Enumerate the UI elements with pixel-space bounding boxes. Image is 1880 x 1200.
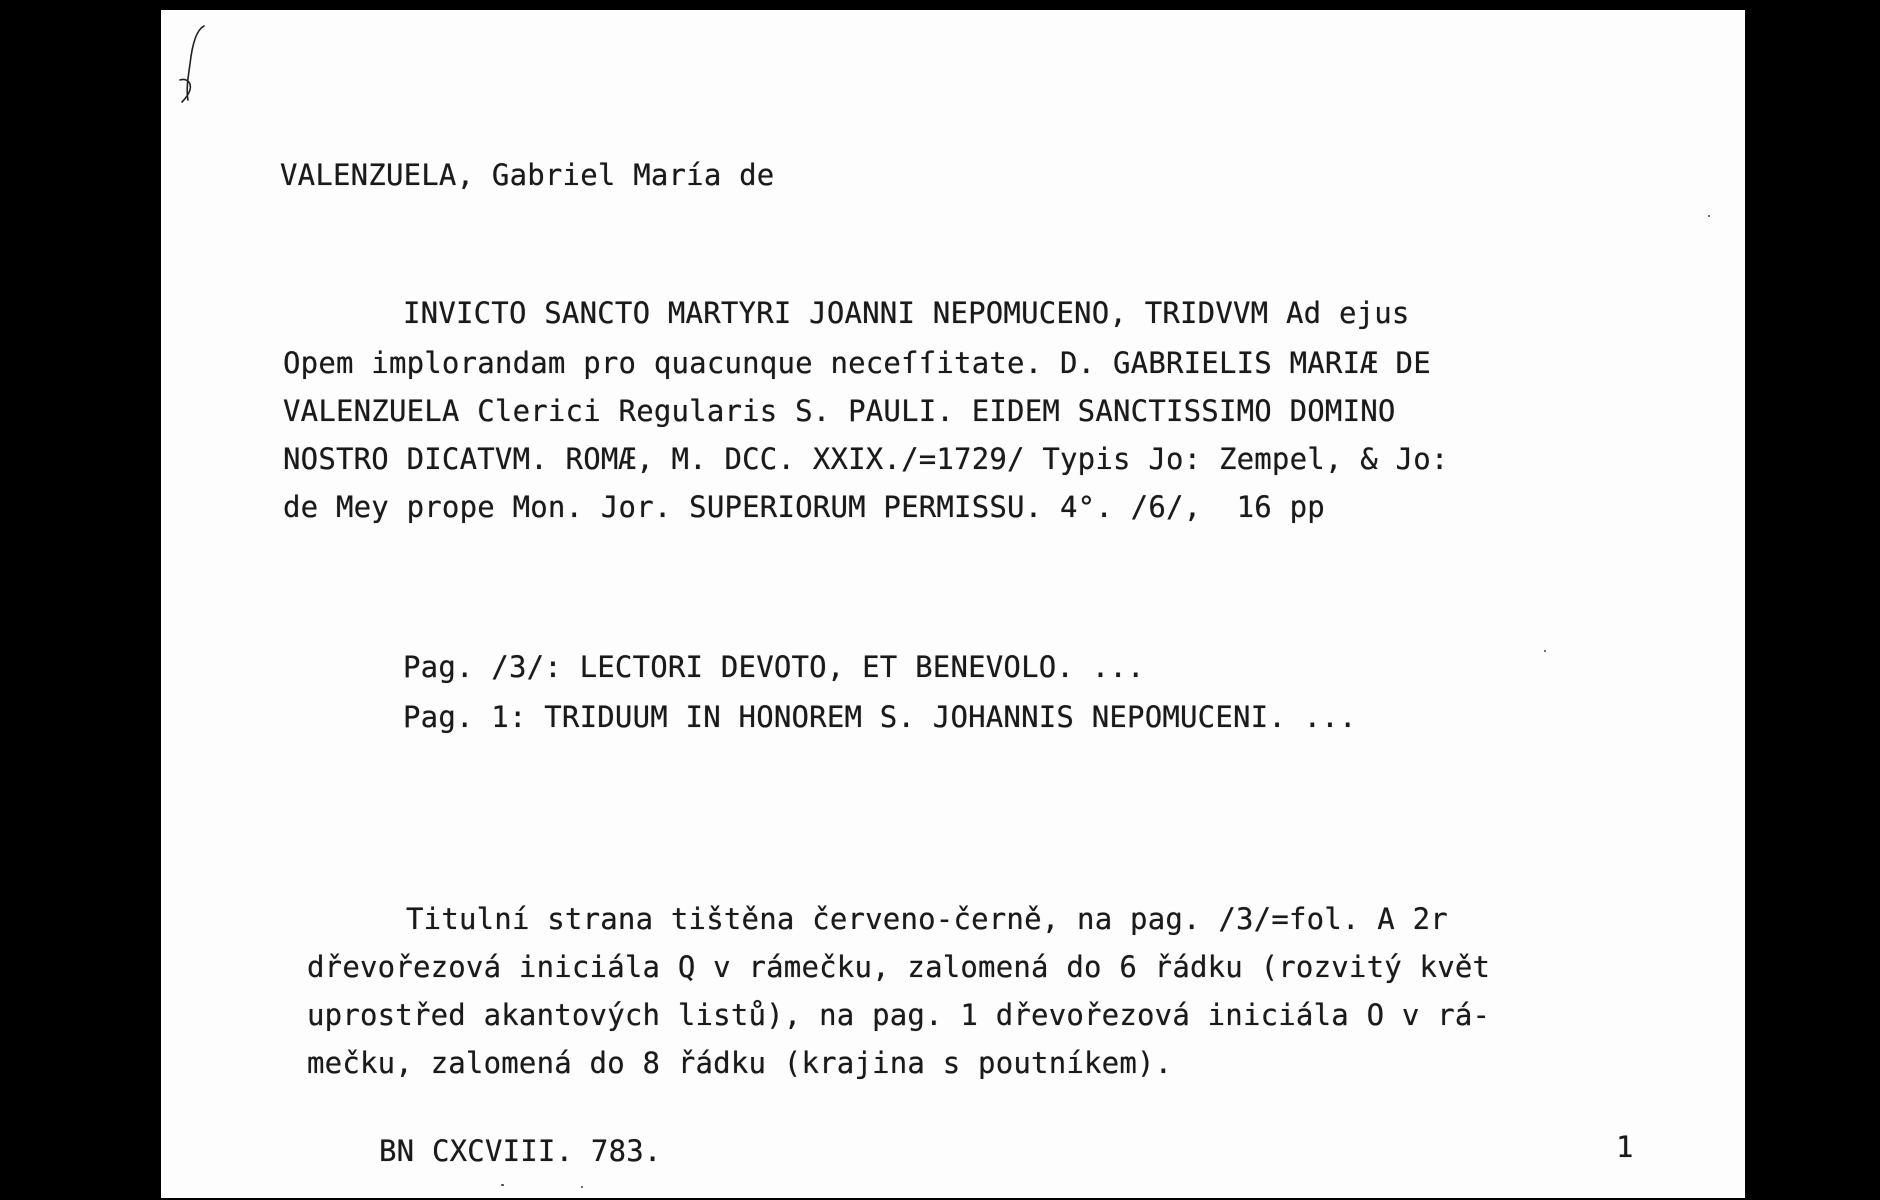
note-line-1: Titulní strana tištěna červeno-černě, na pag. /3/=fol. A 2r xyxy=(406,902,1448,936)
title-line-5: de Mey prope Mon. Jor. SUPERIORUM PERMISSU. 4°. /6/, 16 pp xyxy=(283,490,1325,524)
scan-speck xyxy=(581,1186,583,1188)
title-line-4: NOSTRO DICATVM. ROMÆ, M. DCC. XXIX./=1729/ Typis Jo: Zempel, & Jo: xyxy=(283,442,1449,476)
contents-line-1: Pag. /3/: LECTORI DEVOTO, ET BENEVOLO. ... xyxy=(403,650,1145,684)
handwritten-mark xyxy=(166,20,226,110)
author-heading: VALENZUELA, Gabriel María de xyxy=(280,158,775,192)
shelfmark: BN CXCVIII. 783. xyxy=(379,1134,662,1168)
note-line-3: uprostřed akantových listů), na pag. 1 dřevořezová iniciála O v rá- xyxy=(307,998,1491,1032)
note-line-4: mečku, zalomená do 8 řádku (krajina s poutníkem). xyxy=(307,1046,1173,1080)
scan-speck xyxy=(1708,215,1710,217)
title-line-1: INVICTO SANCTO MARTYRI JOANNI NEPOMUCENO, TRIDVVM Ad ejus xyxy=(403,296,1410,330)
title-line-3: VALENZUELA Clerici Regularis S. PAULI. EIDEM SANCTISSIMO DOMINO xyxy=(283,394,1396,428)
contents-line-2: Pag. 1: TRIDUUM IN HONOREM S. JOHANNIS NEPOMUCENI. ... xyxy=(403,700,1357,734)
note-line-2: dřevořezová iniciála Q v rámečku, zalomená do 6 řádku (rozvitý květ xyxy=(307,950,1491,984)
scan-speck xyxy=(1544,650,1546,652)
card-number: 1 xyxy=(1616,1130,1634,1164)
scan-speck xyxy=(501,1184,504,1186)
title-line-2: Opem implorandam pro quacunque neceſſitate. D. GABRIELIS MARIÆ DE xyxy=(283,346,1431,380)
catalog-card xyxy=(161,10,1745,1198)
